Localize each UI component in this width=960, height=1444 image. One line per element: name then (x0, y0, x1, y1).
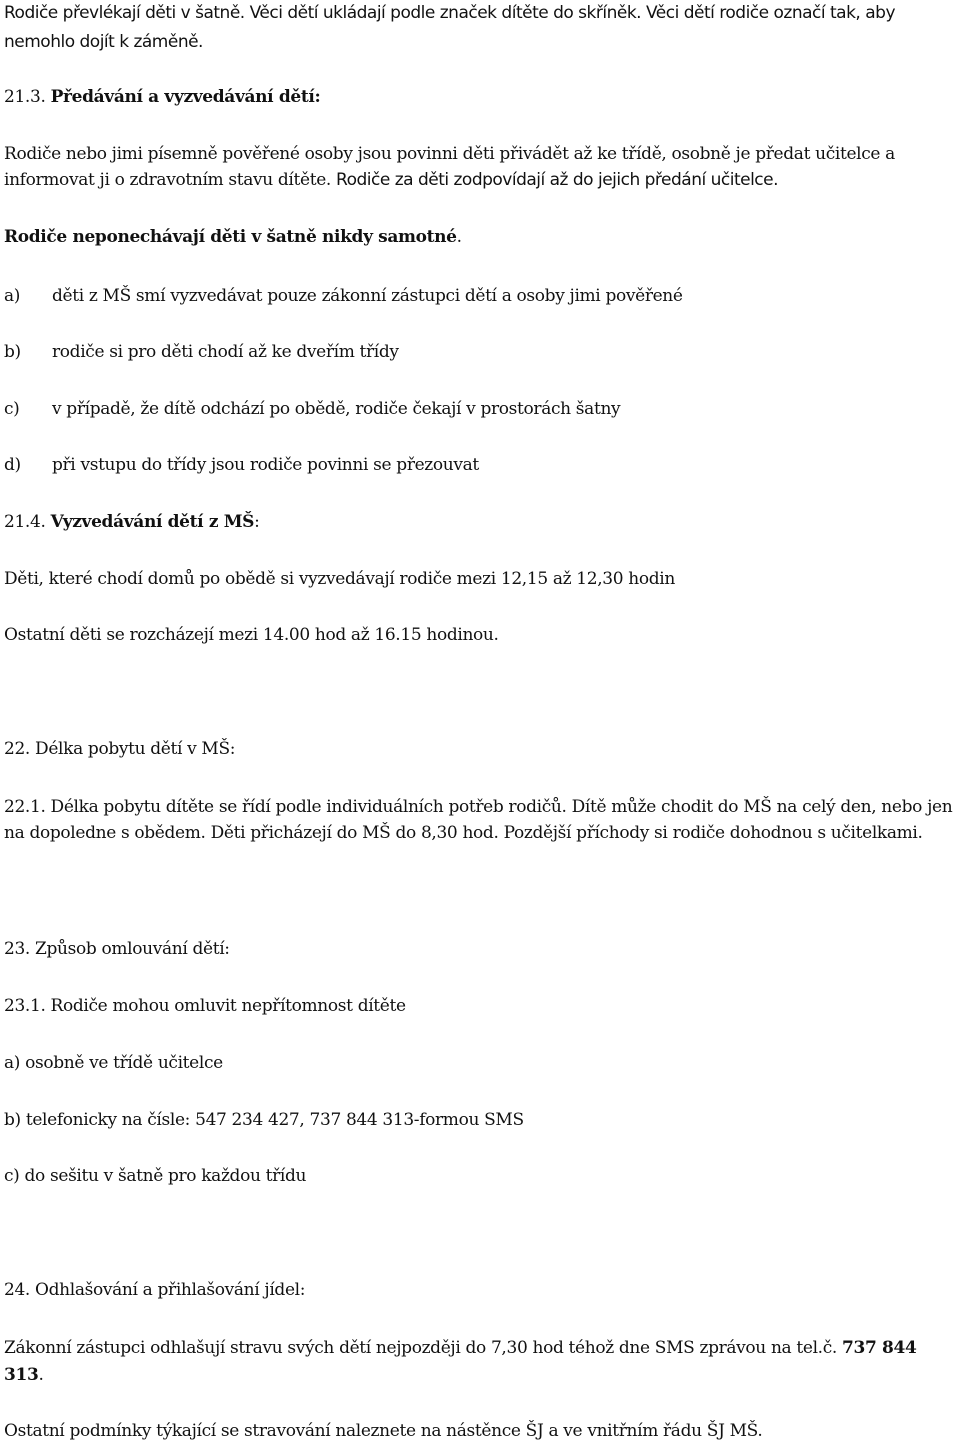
bold-notice (4, 224, 462, 250)
list-text: při vstupu do třídy jsou rodiče povinni se přezouvat (52, 455, 479, 475)
bold-notice-text: Rodiče neponechávají děti v šatně nikdy samotné (4, 227, 457, 247)
paragraph-line: c) do sešitu v šatně pro každou třídu (4, 1166, 307, 1186)
paragraph-line: a) osobně ve třídě učitelce (4, 1053, 223, 1073)
paragraph-line (4, 820, 923, 846)
text-span: 22.1. Délka pobytu dítěte se řídí podle individuálních potřeb rodičů. (4, 797, 567, 817)
paragraph-line (4, 167, 778, 193)
text-span: na dopoledne s obědem. (4, 823, 206, 843)
section-title: Předávání a vyzvedávání dětí: (50, 87, 321, 107)
paragraph-line: b) telefonicky na čísle: 547 234 427, 737 844 313-formou SMS (4, 1110, 524, 1130)
list-text: rodiče si pro děti chodí až ke dveřím třídy (52, 342, 399, 362)
text-span: Děti přicházejí do MŠ do 8,30 hod. (210, 823, 499, 843)
text-span: Pozdější příchody si rodiče dohodnou s učitelkami. (503, 823, 923, 843)
phone-number: 737 844 (842, 1338, 917, 1358)
paragraph-line (4, 1362, 44, 1388)
list-text: v případě, že dítě odchází po obědě, rodiče čekají v prostorách šatny (52, 399, 621, 419)
paragraph-line: 23.1. Rodiče mohou omluvit nepřítomnost dítěte (4, 996, 406, 1016)
text-span: Rodiče za děti zodpovídají až do jejich předání učitelce. (336, 170, 779, 190)
paragraph-line: Ostatní podmínky týkající se stravování naleznete na nástěnce ŠJ a ve vnitřním řádu ŠJ MŠ. (4, 1421, 763, 1441)
phone-number: 313 (4, 1365, 39, 1385)
paragraph-line (4, 794, 952, 820)
section-21-3-heading (4, 84, 320, 110)
intro-line-1: Rodiče převlékají děti v šatně. Věci dětí ukládají podle značek dítěte do skříněk. Věci dětí rodiče označí tak, aby (4, 3, 896, 23)
section-title: Vyzvedávání dětí z MŠ (50, 512, 255, 532)
section-number: 21.3. (4, 87, 46, 107)
list-letter: c) (4, 399, 20, 419)
list-letter: d) (4, 455, 21, 475)
list-item (4, 283, 683, 309)
paragraph-line: Děti, které chodí domů po obědě si vyzvedávají rodiče mezi 12,15 až 12,30 hodin (4, 569, 675, 589)
section-24-heading: 24. Odhlašování a přihlašování jídel: (4, 1280, 306, 1300)
list-item (4, 396, 620, 422)
intro-line-2: nemohlo dojít k záměně. (4, 32, 203, 52)
punctuation: : (254, 512, 260, 532)
list-item (4, 452, 479, 478)
list-letter: a) (4, 286, 21, 306)
text-span: Zákonní zástupci odhlašují stravu svých dětí nejpozději do 7,30 hod téhož dne SMS zprávou na tel.č. (4, 1338, 837, 1358)
paragraph-line (4, 1335, 916, 1361)
section-23-heading: 23. Způsob omlouvání dětí: (4, 939, 230, 959)
section-21-4-heading (4, 509, 259, 535)
section-22-heading: 22. Délka pobytu dětí v MŠ: (4, 739, 236, 759)
text-span: informovat ji o zdravotním stavu dítěte. (4, 170, 331, 190)
paragraph-line: Rodiče nebo jimi písemně pověřené osoby jsou povinni děti přivádět až ke třídě, osobně je předat učitelce a (4, 144, 895, 164)
punctuation: . (456, 227, 462, 247)
list-text: děti z MŠ smí vyzvedávat pouze zákonní zástupci dětí a osoby jimi pověřené (52, 286, 683, 306)
punctuation: . (38, 1365, 44, 1385)
paragraph-line: Ostatní děti se rozcházejí mezi 14.00 hod až 16.15 hodinou. (4, 625, 499, 645)
list-item (4, 339, 399, 365)
list-letter: b) (4, 342, 21, 362)
text-span: Dítě může chodit do MŠ na celý den, nebo jen (571, 797, 953, 817)
section-number: 21.4. (4, 512, 46, 532)
